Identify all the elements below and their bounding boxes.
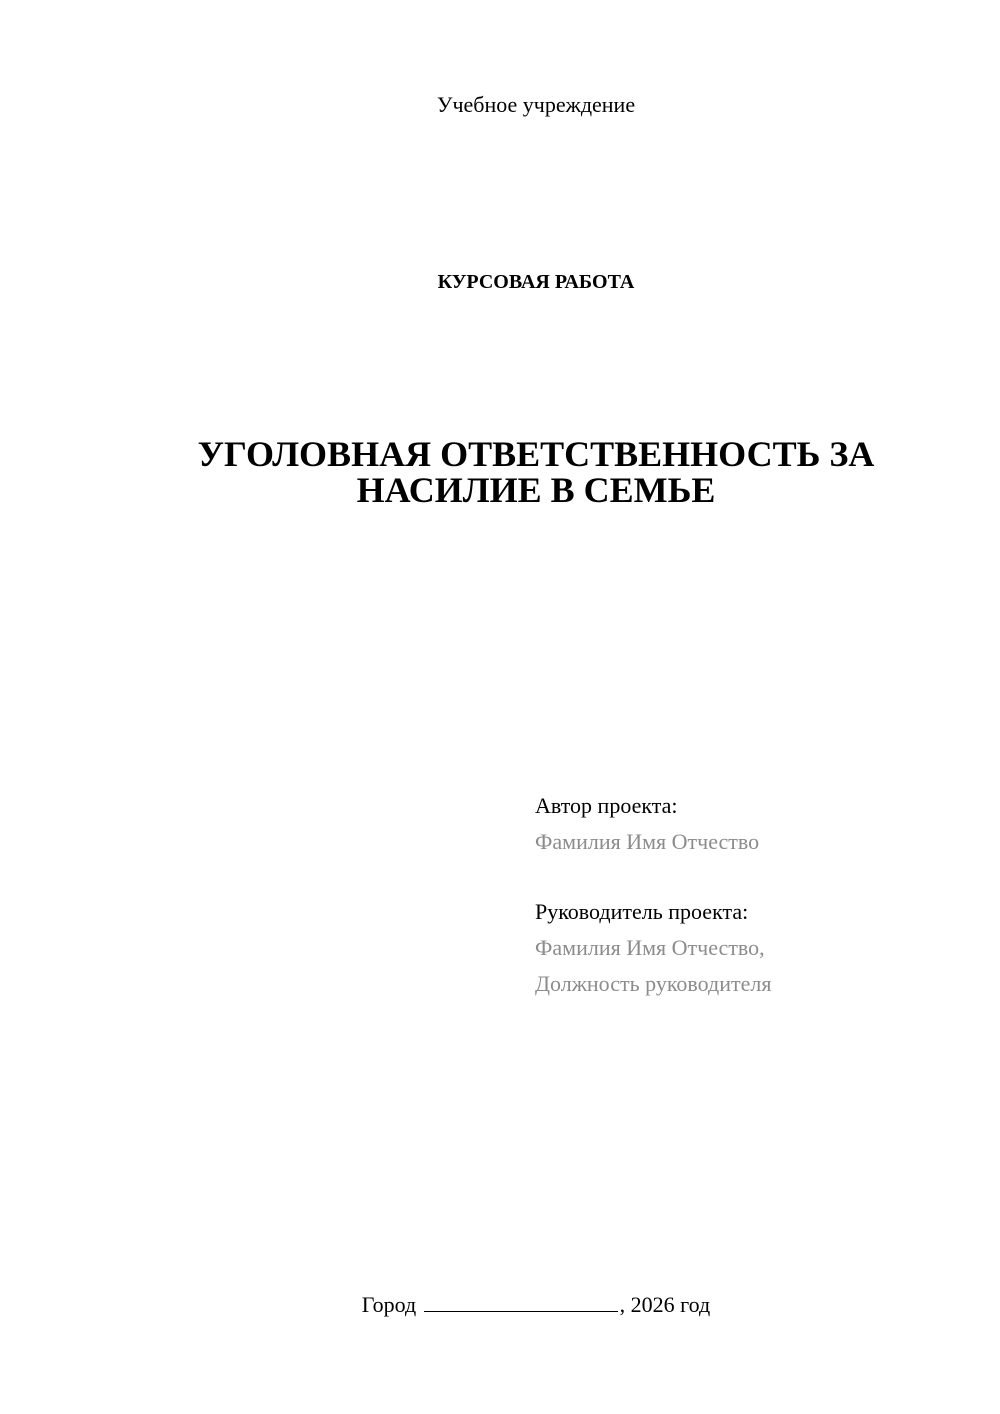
supervisor-position: Должность руководителя [535, 971, 772, 996]
institution-name: Учебное учреждение [436, 92, 636, 117]
document-title-line-2: НАСИЛИЕ В СЕМЬЕ [356, 470, 716, 510]
city-label: Город [361, 1292, 417, 1317]
document-title-line-1: УГОЛОВНАЯ ОТВЕТСТВЕННОСТЬ ЗА [197, 434, 875, 474]
supervisor-name: Фамилия Имя Отчество, [535, 935, 765, 960]
year-text: , 2026 год [619, 1292, 711, 1317]
project-info-block [535, 788, 975, 1002]
city-year-line [0, 1290, 1000, 1320]
spacer [535, 860, 975, 894]
document-type: КУРСОВАЯ РАБОТА [437, 271, 635, 293]
city-blank-line [424, 1291, 618, 1312]
author-name: Фамилия Имя Отчество [535, 829, 760, 854]
document-title [0, 436, 1000, 508]
supervisor-label: Руководитель проекта: [535, 899, 749, 924]
author-label: Автор проекта: [535, 793, 678, 818]
